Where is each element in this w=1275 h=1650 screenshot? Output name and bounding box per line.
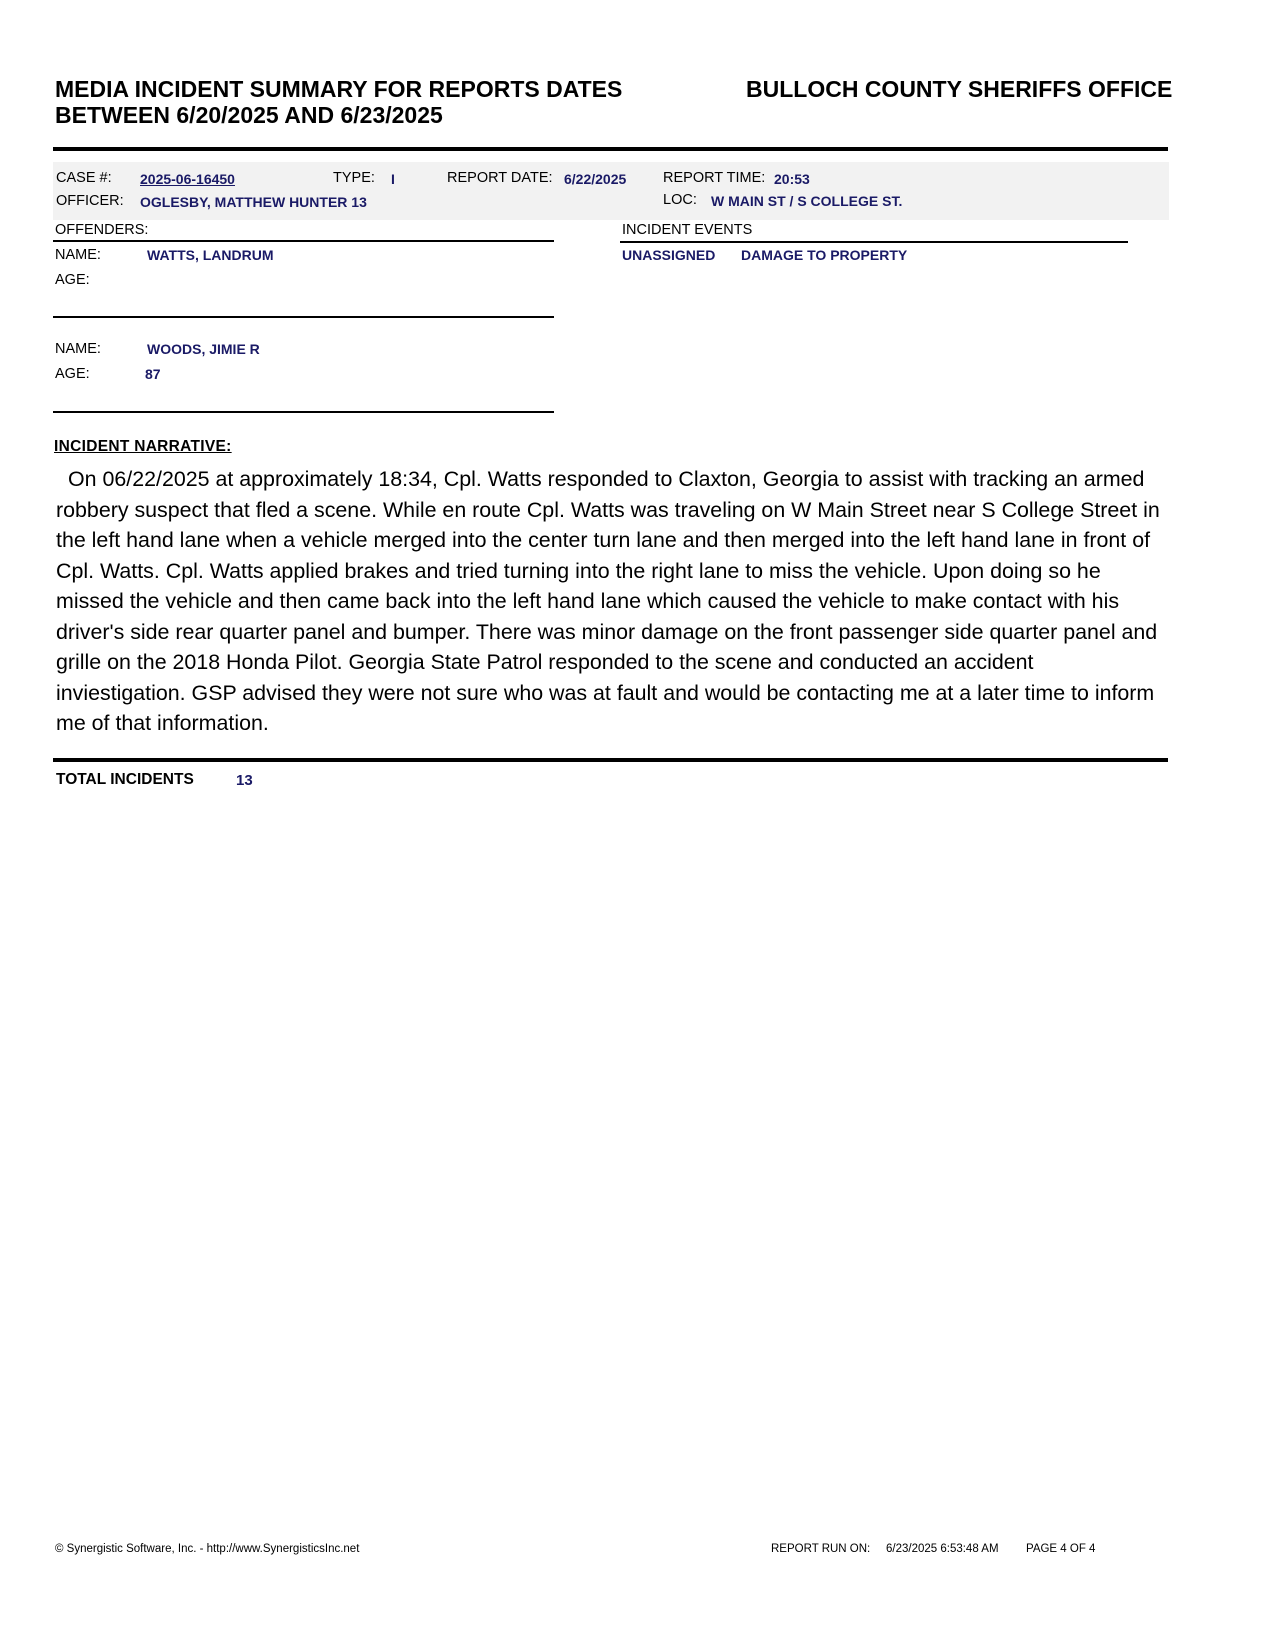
page-number: PAGE 4 OF 4 [1026,1543,1096,1555]
offender-age-label: AGE: [55,366,90,382]
offender-name-label: NAME: [55,341,101,357]
incident-events-heading: INCIDENT EVENTS [622,222,753,238]
report-title-line2: BETWEEN 6/20/2025 AND 6/23/2025 [55,102,443,128]
offender-divider [53,316,554,318]
report-title-line1: MEDIA INCIDENT SUMMARY FOR REPORTS DATES [55,76,623,102]
report-date-value: 6/22/2025 [564,171,627,187]
report-time-value: 20:53 [774,171,810,187]
officer-value: OGLESBY, MATTHEW HUNTER 13 [140,194,367,210]
footer-copyright: © Synergistic Software, Inc. - http://www.SynergisticsInc.net [55,1543,360,1555]
offenders-heading-rule [53,240,554,242]
report-run-value: 6/23/2025 6:53:48 AM [886,1543,999,1555]
total-incidents-value: 13 [236,772,253,789]
report-run-label: REPORT RUN ON: [771,1543,871,1555]
total-incidents-label: TOTAL INCIDENTS [56,771,194,788]
type-value: I [391,171,395,187]
case-number-label: CASE #: [56,170,112,186]
narrative-heading: INCIDENT NARRATIVE: [54,438,232,455]
narrative-text: On 06/22/2025 at approximately 18:34, Cpl. Watts responded to Claxton, Georgia to assist with tracking an armed robbery suspect that fled a scene. While en route Cpl. Watts was traveling on W Main Street near S College Street in the left hand lane when a vehicle merged into the center turn lane and then merged into the left hand lane in front of Cpl. Watts. Cpl. Watts applied brakes and tried turning into the right lane to miss the vehicle. Upon doing so he missed the vehicle and then came back into the left hand lane which caused the vehicle to make contact with his driver's side rear quarter panel and bumper. There was minor damage on the front passenger side quarter panel and grille on the 2018 Honda Pilot. Georgia State Patrol responded to the scene and conducted an accident inviestigation. GSP advised they were not sure who was at fault and would be contacting me at a later time to inform me of that information. [56,467,1160,735]
incident-events-rule [620,241,1128,243]
case-number-link[interactable]: 2025-06-16450 [140,171,235,187]
header-divider [53,147,1168,151]
offenders-heading: OFFENDERS: [55,222,149,238]
agency-name: BULLOCH COUNTY SHERIFFS OFFICE [746,76,1173,102]
officer-label: OFFICER: [56,193,124,209]
offender-name-label: NAME: [55,247,101,263]
offender-age: 87 [145,366,161,382]
type-label: TYPE: [333,170,375,186]
report-date-label: REPORT DATE: [447,170,553,186]
offender-name: WOODS, JIMIE R [147,341,260,357]
offender-divider [53,411,554,413]
report-time-label: REPORT TIME: [663,170,766,186]
offender-age-label: AGE: [55,272,90,288]
narrative-divider [53,758,1168,762]
location-label: LOC: [663,192,697,208]
event-code: UNASSIGNED [622,247,716,263]
event-description: DAMAGE TO PROPERTY [741,247,908,263]
location-value: W MAIN ST / S COLLEGE ST. [711,193,903,209]
offender-name: WATTS, LANDRUM [147,247,274,263]
